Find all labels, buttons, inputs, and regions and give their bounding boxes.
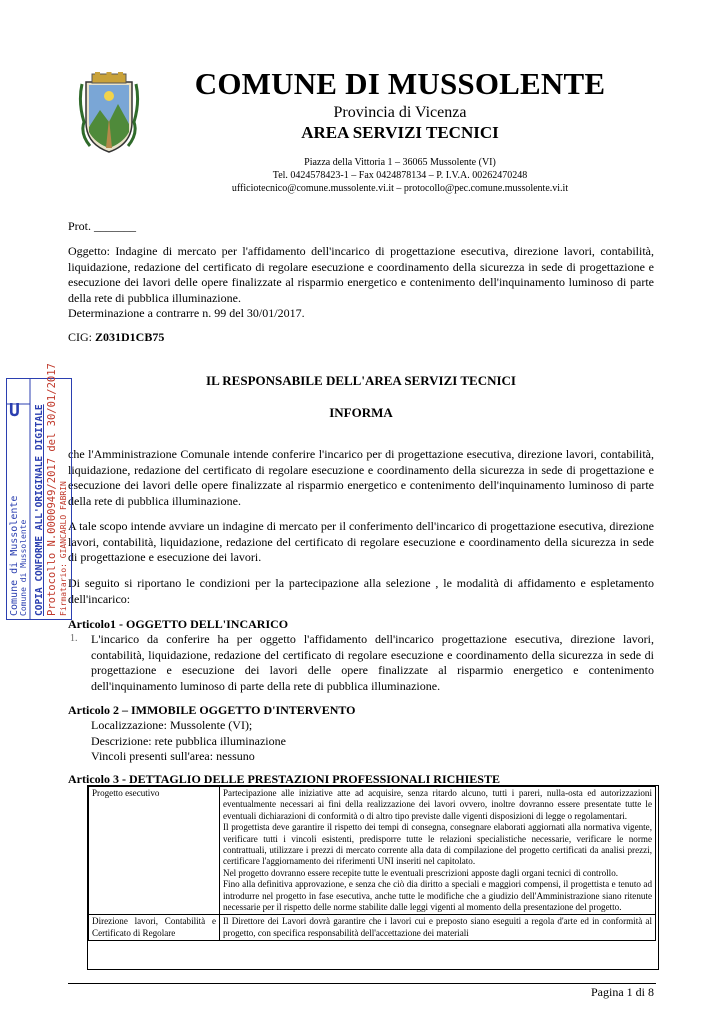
informa-heading: INFORMA: [329, 405, 393, 420]
stamp-signatory: Firmatario: GIANCARLO FABRIN: [59, 481, 68, 616]
article-3-title: Articolo 3 - DETTAGLIO DELLE PRESTAZIONI PROFESSIONALI RICHIESTE: [68, 772, 500, 786]
paragraph: che l'Amministrazione Comunale intende conferire l'incarico per di progettazione esecutiva, direzione lavori, contabilità, liquidazione, redazione del certificato di regolare esecuzione e coordinamento della sicurezza in sede di progettazione e esecuzione dei lavori delle opere finalizzate al risparmio energetico e contenimento dell'inquinamento luminoso di parte della rete di pubblica illuminazione.: [68, 447, 654, 508]
cig-line: [68, 330, 164, 346]
page-number: Pagina 1 di 8: [591, 985, 654, 999]
table-cell-label: Progetto esecutivo: [89, 787, 220, 915]
stamp-letter: U: [9, 400, 20, 421]
paragraph: Di seguito si riportano le condizioni per la partecipazione alla selezione , le modalità di affidamento e espletamento dell'incarico:: [68, 576, 654, 606]
description-line: Descrizione: rete pubblica illuminazione: [91, 733, 286, 748]
contacts-line: Tel. 0424578423-1 – Fax 0424878134 – P. I.V.A. 00262470248: [272, 170, 528, 181]
location-line: Localizzazione: Mussolente (VI);: [91, 718, 253, 732]
article-1-title: Articolo1 - OGGETTO DELL'INCARICO: [68, 617, 289, 631]
cell-paragraph: Il progettista deve garantire il rispetto dei tempi di consegna, consegnare elaborati aggiornati alla normativa vigente, verificare tutti i vincoli esistenti, predisporre tutte le relazioni specialistiche necessarie, verificare le norme contrattuali, utilizzare i prezzi di mercato corrente alla data di compilazione del progetto certificati da analisi prezzi, certificare l'aggiornamento dei riferimenti UNI inseriti nel capitolato.: [223, 822, 652, 867]
province-label: Provincia di Vicenza: [333, 104, 467, 121]
area-label: AREA SERVIZI TECNICI: [301, 123, 499, 142]
emails-line: ufficiotecnico@comune.mussolente.vi.it – protocollo@pec.comune.mussolente.vi.it: [231, 183, 569, 194]
protocol-number: Prot. _______: [68, 219, 137, 233]
list-number: 1.: [70, 633, 78, 644]
stamp-conformity: COPIA CONFORME ALL'ORIGINALE DIGITALE: [34, 404, 45, 616]
paragraph: A tale scopo intende avviare un indagine di mercato per il conferimento dell'incarico di progettazione esecutiva, direzione lavori, contabilità, liquidazione, redazione del certificato di regolare esecuzione e coordinamento della sicurezza in sede di progettazione e esecuzione dei lavori.: [68, 519, 654, 564]
table-cell-label: Direzione lavori, Contabilità e Certificato di Regolare: [89, 915, 220, 941]
responsible-heading: IL RESPONSABILE DELL'AREA SERVIZI TECNICI: [206, 373, 516, 388]
article-2-details: [91, 718, 654, 765]
protocol-stamp: [6, 363, 72, 620]
table-row: [89, 915, 656, 941]
table-cell-text: [220, 787, 656, 915]
cell-paragraph: Il Direttore dei Lavori dovrà garantire che i lavori cui e preposto siano eseguiti a regola d'arte ed in conformità al progetto, con specifica responsabilità dell'accettazione dei materiali: [223, 916, 652, 938]
cell-paragraph: Nel progetto dovranno essere recepite tutte le eventuali prescrizioni apposte dagli organi tecnici di controllo.: [223, 867, 619, 878]
cell-paragraph: Partecipazione alle iniziative atte ad acquisire, senza ritardo alcuno, tutti i pareri, nulla-osta ed autorizzazioni eventualmente necessari ai fini della realizzazione dei lavori ovvero, inoltre dovranno essere presentate tutte le eventuali dichiarazioni di conformità o di altro tipo previste dalle vigenti disposizioni di legge o regolamentari.: [223, 788, 652, 821]
subject-block: [68, 244, 654, 322]
cell-paragraph: Fino alla definitiva approvazione, e senza che ciò dia diritto a speciali e maggiori compensi, il progettista e tenuto ad introdurre nel progetto in fase esecutiva, anche tutte le modifiche che a giudizio dell'Amministrazione siano ritenute necessarie per il rispetto delle norme stabilite dalle leggi vigenti al momento della presentazione del progetto.: [223, 879, 652, 913]
municipal-crest-icon: [78, 72, 140, 156]
table-cell-text: [220, 915, 656, 941]
stamp-entity-sub: Comune di Mussolente: [19, 519, 28, 616]
address-line: Piazza della Vittoria 1 – 36065 Mussolente (VI): [304, 157, 496, 168]
footer-divider: [68, 983, 656, 984]
stamp-entity: Comune di Mussolente: [9, 495, 20, 616]
cig-value: Z031D1CB75: [95, 330, 165, 344]
stamp-protocol: Protocollo N.0000949/2017 del 30/01/2017: [46, 363, 58, 616]
article-1-text: L'incarico da conferire ha per oggetto l'affidamento dell'incarico progettazione esecutiva, direzione lavori, contabilità, liquidazione, redazione del certificato di regolare esecuzione e coordinamento della sicurezza in sede di progettazione e esecuzione dei lavori delle opere finalizzate al risparmio energetico e contenimento dell'inquinamento luminoso di parte della rete di pubblica illuminazione.: [91, 632, 654, 693]
cig-label: CIG:: [68, 330, 95, 344]
article-2-title: Articolo 2 – IMMOBILE OGGETTO D'INTERVENTO: [68, 703, 356, 717]
determination-text: Determinazione a contrarre n. 99 del 30/01/2017.: [68, 306, 305, 320]
services-table: [88, 786, 656, 941]
table-row: [89, 787, 656, 915]
subject-text: Oggetto: Indagine di mercato per l'affidamento dell'incarico di progettazione esecutiva, direzione lavori, contabilità, liquidazione, redazione del certificato di regolare esecuzione e coordinamento della sicurezza in sede di progettazione e esecuzione dei lavori delle opere finalizzate al risparmio energetico e contenimento dell'inquinamento luminoso di parte della rete di pubblica illuminazione.: [68, 244, 654, 305]
page-title: COMUNE DI MUSSOLENTE: [194, 66, 606, 101]
constraints-line: Vincoli presenti sull'area: nessuno: [91, 749, 255, 763]
